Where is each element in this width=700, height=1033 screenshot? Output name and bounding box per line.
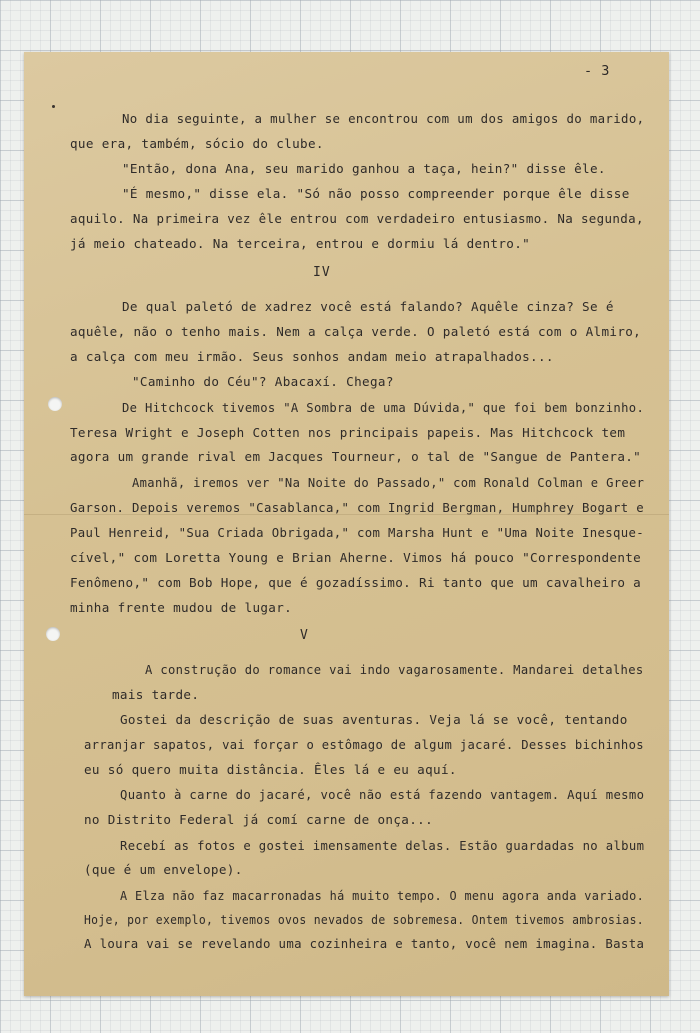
text-line: minha frente mudou de lugar. [70, 600, 293, 615]
punch-hole [48, 397, 62, 411]
text-line: a calça com meu irmão. Seus sonhos andam meio atrapalhados... [70, 349, 554, 364]
text-line: cível," com Loretta Young e Brian Aherne. Vimos há pouco "Correspondente [70, 550, 642, 565]
section-heading: IV [313, 265, 331, 280]
page-number: - 3 [584, 63, 610, 79]
text-line: eu só quero muita distância. Êles lá e eu aquí. [84, 762, 457, 777]
text-line: No dia seguinte, a mulher se encontrou com um dos amigos do marido, [122, 111, 645, 126]
text-line: aquêle, não o tenho mais. Nem a calça verde. O paletó está com o Almiro, [70, 324, 642, 339]
text-line: no Distrito Federal já comí carne de onça... [84, 812, 434, 827]
text-line: Garson. Depois veremos "Casablanca," com Ingrid Bergman, Humphrey Bogart e [70, 500, 645, 515]
text-line: Fenômeno," com Bob Hope, que é gozadíssimo. Ri tanto que um cavalheiro a [70, 575, 642, 590]
ink-dot [52, 105, 55, 108]
section-heading: V [300, 628, 309, 643]
text-line: A construção do romance vai indo vagarosamente. Mandarei detalhes [145, 662, 644, 677]
text-line: Paul Henreid, "Sua Criada Obrigada," com Marsha Hunt e "Uma Noite Inesque- [70, 525, 645, 540]
text-line: A Elza não faz macarronadas há muito tempo. O menu agora anda variado. [120, 888, 645, 903]
punch-hole [46, 627, 60, 641]
text-line: aquilo. Na primeira vez êle entrou com verdadeiro entusiasmo. Na segunda, [70, 211, 644, 226]
text-line: (que é um envelope). [84, 862, 243, 877]
text-line: Recebí as fotos e gostei imensamente delas. Estão guardadas no album [120, 838, 645, 853]
text-line: Quanto à carne do jacaré, você não está fazendo vantagem. Aquí mesmo [120, 787, 645, 802]
text-line: agora um grande rival em Jacques Tourneur, o tal de "Sangue de Pantera." [70, 449, 642, 464]
text-line: "Então, dona Ana, seu marido ganhou a taça, hein?" disse êle. [122, 161, 606, 176]
text-line: arranjar sapatos, vai forçar o estômago de algum jacaré. Desses bichinhos [84, 737, 644, 752]
text-line: De Hitchcock tivemos "A Sombra de uma Dúvida," que foi bem bonzinho. [122, 400, 645, 415]
text-line: que era, também, sócio do clube. [70, 136, 324, 151]
typewritten-page [24, 52, 669, 996]
text-line: Gostei da descrição de suas aventuras. Veja lá se você, tentando [120, 712, 628, 727]
text-line: Amanhã, iremos ver "Na Noite do Passado," com Ronald Colman e Greer [132, 475, 645, 490]
text-line: "Caminho do Céu"? Abacaxí. Chega? [132, 374, 394, 389]
text-line: já meio chateado. Na terceira, entrou e dormiu lá dentro." [70, 236, 531, 251]
text-line: mais tarde. [112, 687, 200, 702]
text-line: "É mesmo," disse ela. "Só não posso compreender porque êle disse [122, 186, 630, 201]
text-line: A loura vai se revelando uma cozinheira e tanto, você nem imagina. Basta [84, 936, 645, 951]
text-line: Teresa Wright e Joseph Cotten nos principais papeis. Mas Hitchcock tem [70, 425, 626, 440]
text-line: Hoje, por exemplo, tivemos ovos nevados de sobremesa. Ontem tivemos ambrosias. [84, 912, 644, 927]
text-line: De qual paletó de xadrez você está falando? Aquêle cinza? Se é [122, 299, 614, 314]
